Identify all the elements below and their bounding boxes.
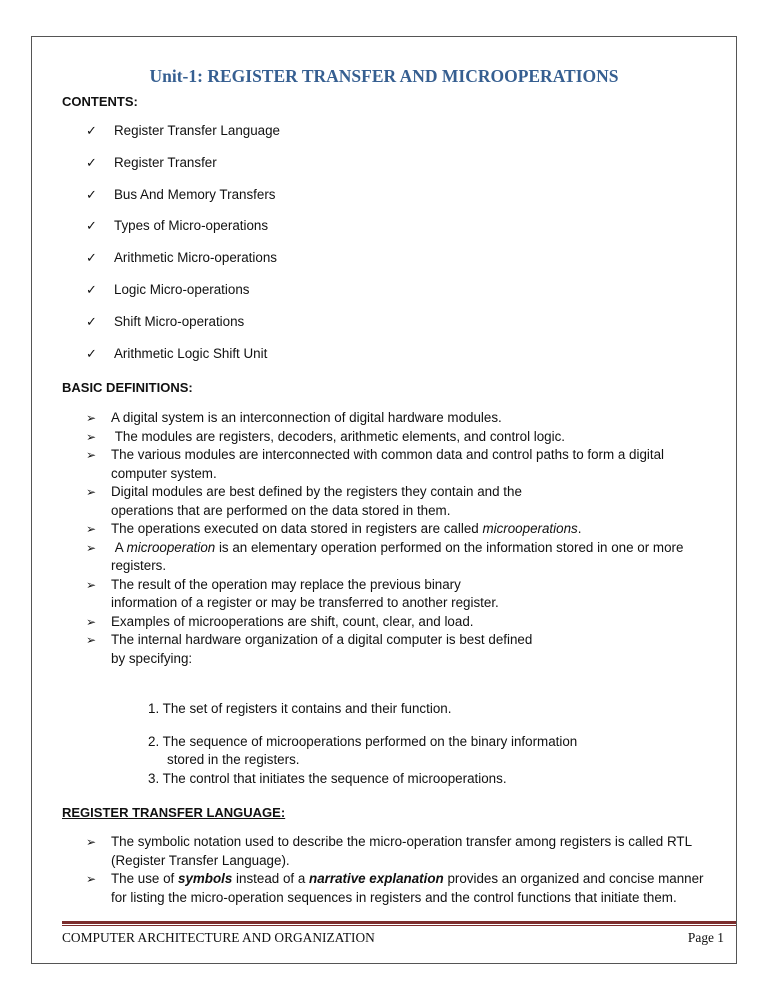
checkmark-icon: ✓	[86, 281, 97, 297]
arrow-bullet-icon: ➢	[86, 448, 97, 462]
list-item: ➢ A digital system is an interconnection of digital hardware modules.	[86, 409, 736, 428]
checkmark-icon: ✓	[86, 186, 97, 202]
numbered-list	[148, 700, 577, 788]
list-item: ➢ The internal hardware organization of a digital computer is best defined by specifying:	[86, 632, 533, 666]
arrow-bullet-icon: ➢	[86, 872, 97, 886]
basic-definitions-heading: BASIC DEFINITIONS:	[62, 380, 193, 395]
checkmark-icon: ✓	[86, 123, 97, 138]
rtl-list	[86, 833, 736, 907]
basic-definitions-list	[86, 409, 736, 668]
checkmark-icon: ✓	[86, 154, 97, 170]
numbered-item: 3. The control that initiates the sequence of microoperations.	[148, 770, 507, 786]
list-item: ➢ The symbolic notation used to describe the micro-operation transfer among registers is called RTL (Register Transfer Language).	[86, 834, 693, 868]
list-item: ✓ Shift Micro-operations	[86, 313, 245, 329]
footer-course-title: COMPUTER ARCHITECTURE AND ORGANIZATION	[62, 930, 375, 945]
checkmark-icon: ✓	[86, 218, 97, 234]
list-item: ➢ The use of symbols instead of a narrative explanation provides an organized and concise manner for listing the micro-operation sequences in registers and the control functions that initiate them.	[86, 871, 704, 905]
arrow-bullet-icon: ➢	[86, 633, 97, 647]
arrow-bullet-icon: ➢	[86, 485, 97, 499]
contents-heading: CONTENTS:	[62, 94, 138, 109]
list-item: ➢ Digital modules are best defined by the registers they contain and the operations that are performed on the data stored in them.	[86, 484, 522, 518]
arrow-bullet-icon: ➢	[86, 540, 97, 555]
arrow-bullet-icon: ➢	[86, 522, 97, 536]
footer-rule-thin	[62, 925, 736, 926]
numbered-item: 1. The set of registers it contains and their function.	[148, 701, 452, 716]
footer-rule	[62, 921, 736, 924]
list-item: ✓ Bus And Memory Transfers	[86, 186, 276, 202]
arrow-bullet-icon: ➢	[86, 577, 97, 592]
list-item: ➢ Examples of microoperations are shift, count, clear, and load.	[86, 613, 736, 632]
arrow-bullet-icon: ➢	[86, 429, 97, 444]
list-item: ✓ Register Transfer	[86, 154, 217, 170]
contents-list	[86, 123, 280, 377]
list-item: ✓ Register Transfer Language	[86, 123, 280, 138]
list-item: ✓ Logic Micro-operations	[86, 281, 250, 297]
rtl-heading: REGISTER TRANSFER LANGUAGE:	[62, 805, 286, 820]
arrow-bullet-icon: ➢	[86, 411, 97, 425]
numbered-item: 2. The sequence of microoperations performed on the binary information	[148, 733, 578, 749]
checkmark-icon: ✓	[86, 313, 97, 329]
footer-page-number: Page 1	[687, 930, 724, 945]
arrow-bullet-icon: ➢	[86, 835, 97, 849]
list-item: ✓ Arithmetic Micro-operations	[86, 250, 277, 266]
list-item: ✓ Arithmetic Logic Shift Unit	[86, 345, 268, 361]
checkmark-icon: ✓	[86, 250, 97, 266]
list-item: ➢ The modules are registers, decoders, arithmetic elements, and control logic.	[86, 428, 736, 447]
arrow-bullet-icon: ➢	[86, 614, 97, 629]
list-item: ➢ The various modules are interconnected with common data and control paths to form a digital computer system.	[86, 447, 665, 481]
list-item: ➢ The operations executed on data stored in registers are called microoperations.	[86, 520, 736, 539]
checkmark-icon: ✓	[86, 345, 97, 361]
list-item: ➢ A microoperation is an elementary operation performed on the information stored in one or more registers.	[86, 539, 684, 573]
list-item: ➢ The result of the operation may replace the previous binary information of a register or may be transferred to another register.	[86, 576, 499, 610]
numbered-item-continuation: stored in the registers.	[167, 752, 300, 767]
list-item: ✓ Types of Micro-operations	[86, 218, 269, 234]
page-title: Unit-1: REGISTER TRANSFER AND MICROOPERATIONS	[149, 66, 619, 86]
